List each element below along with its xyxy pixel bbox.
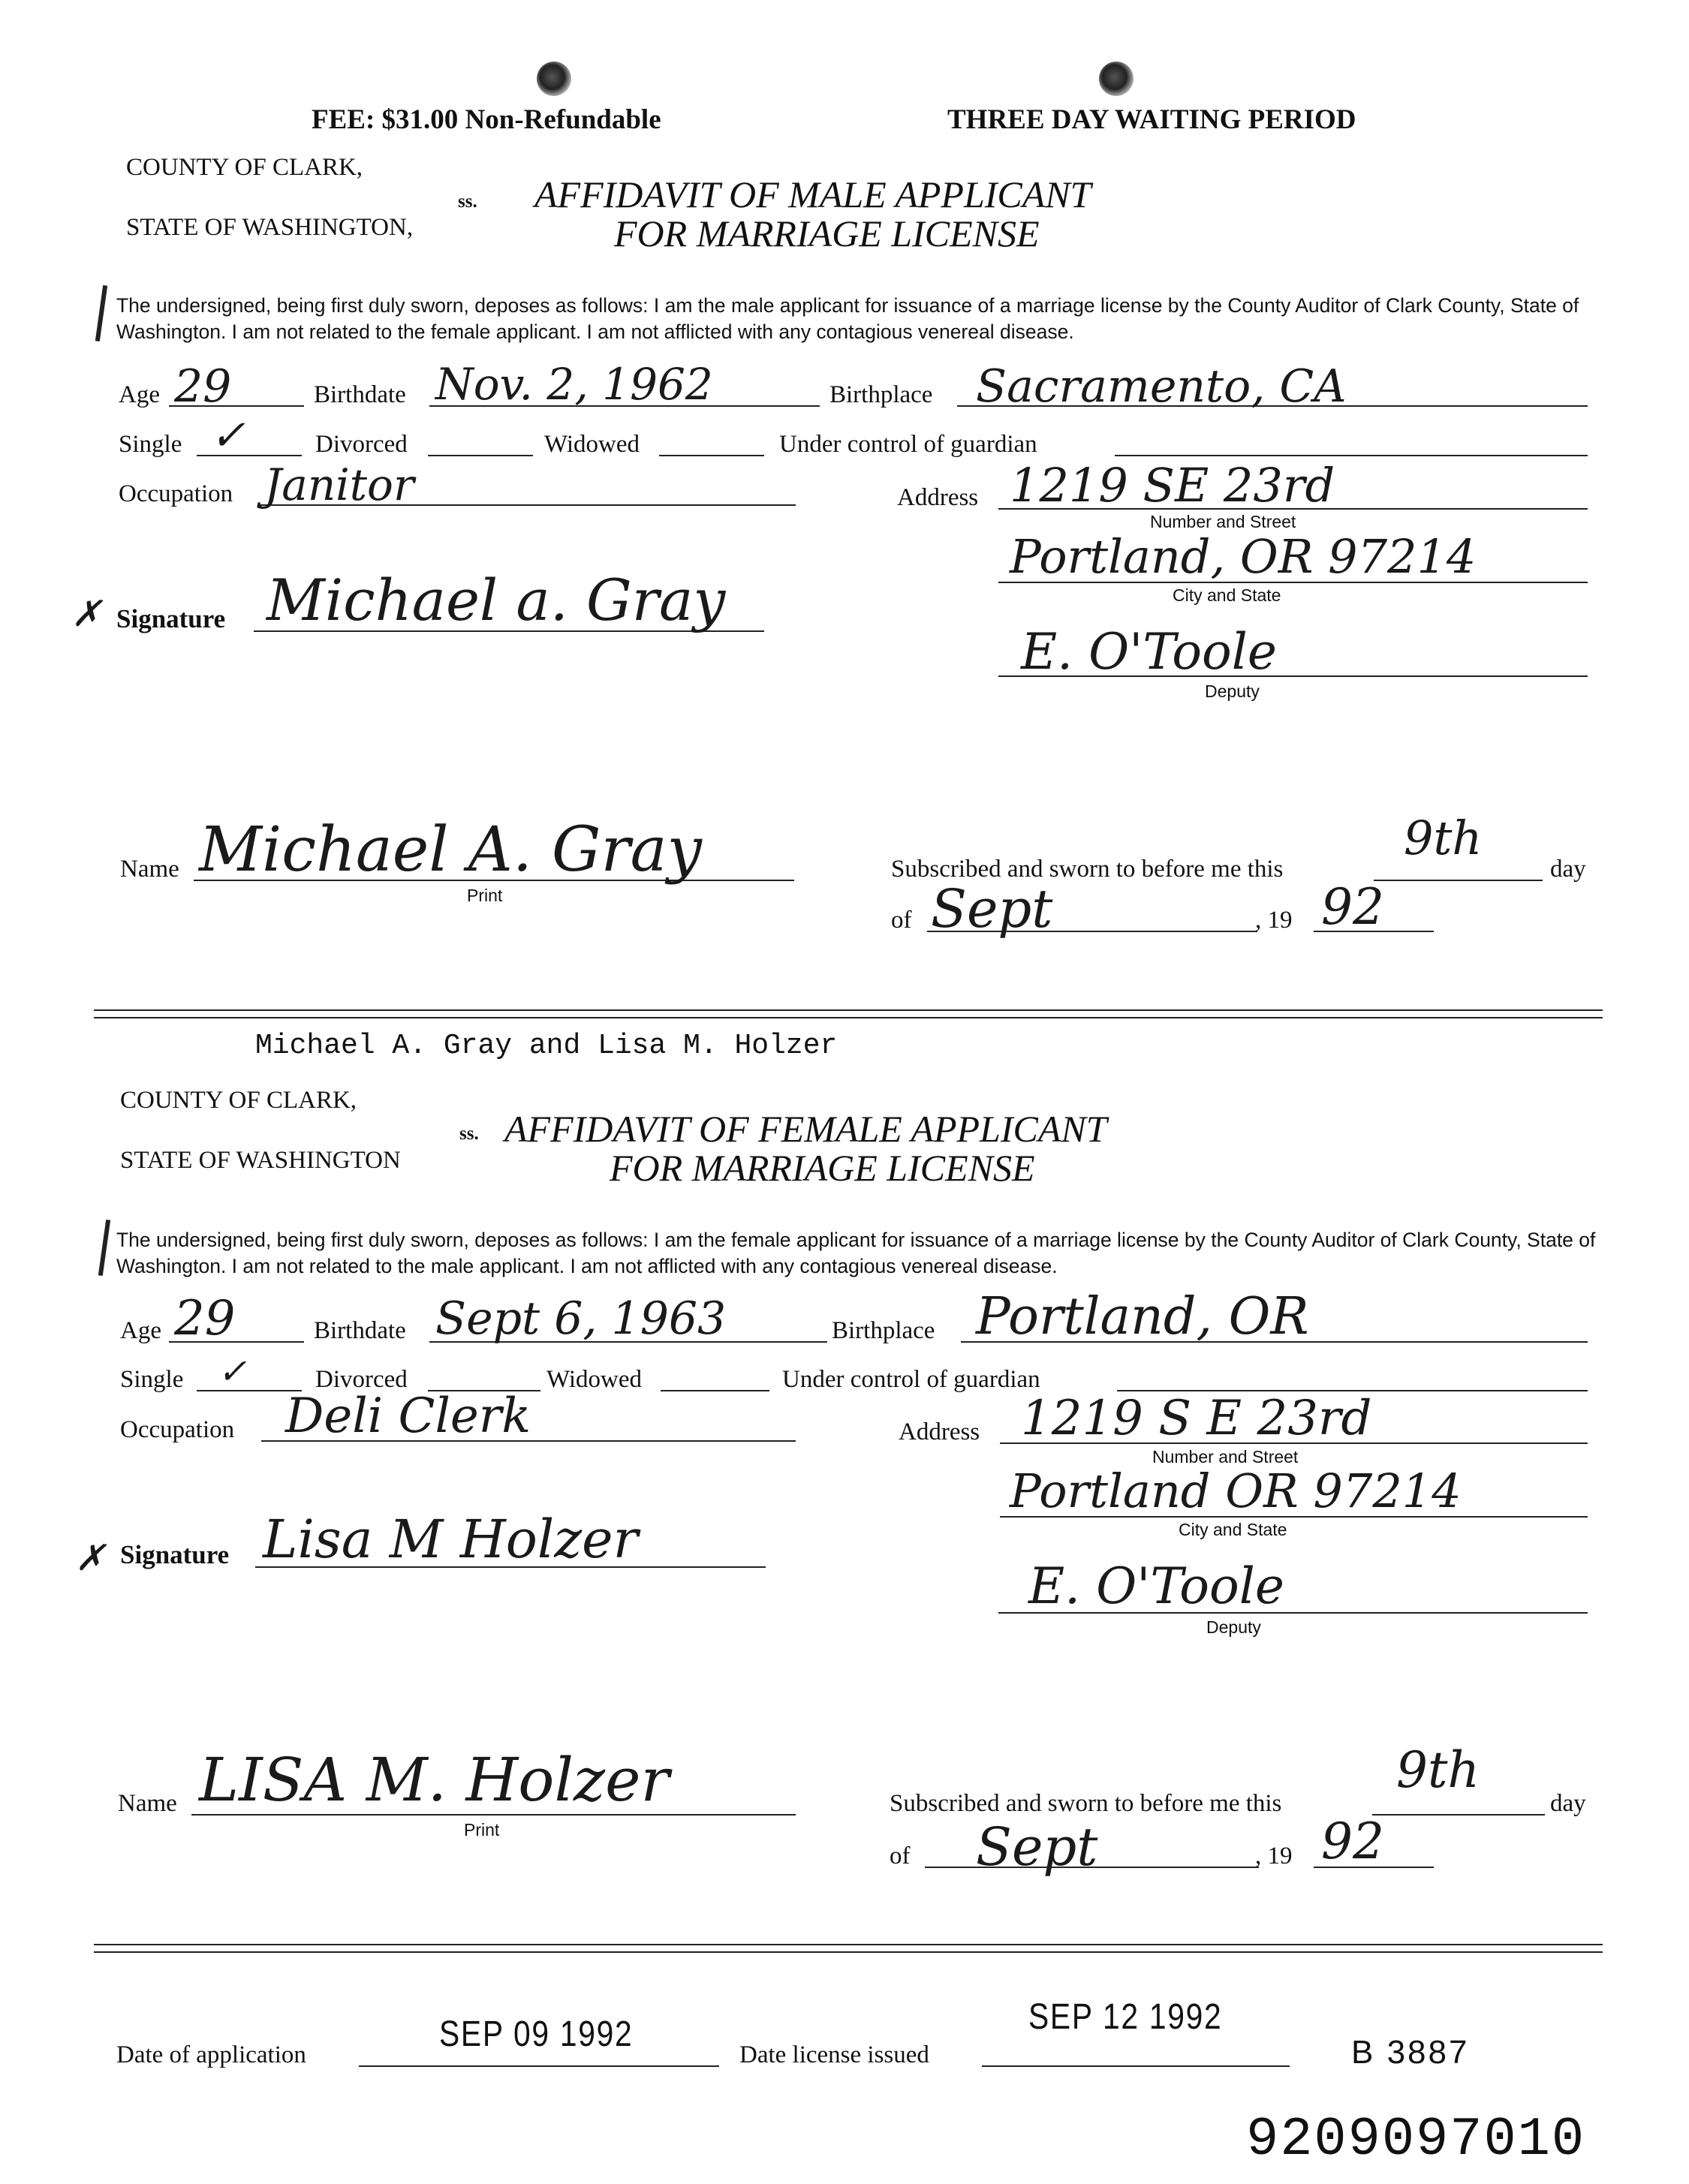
female-day-label: day [1550, 1790, 1586, 1817]
punch-hole-left [537, 62, 571, 96]
male-age-label: Age [119, 381, 160, 408]
male-subscribed-label: Subscribed and sworn to before me this [891, 856, 1284, 883]
female-affidavit-title: AFFIDAVIT OF FEMALE APPLICANT [504, 1108, 1107, 1150]
male-widowed-label: Widowed [544, 431, 640, 458]
female-signature-x-mark: ✗ [75, 1537, 106, 1579]
male-occupation-label: Occupation [119, 480, 233, 507]
male-sworn-day: 9th [1404, 811, 1483, 865]
punch-hole-right [1099, 62, 1134, 96]
male-city-value: Portland, OR 97214 [1010, 529, 1477, 584]
female-deputy-signature: E. O'Toole [1028, 1557, 1284, 1615]
female-guardian-label: Under control of guardian [782, 1366, 1040, 1393]
male-ss: ss. [458, 191, 477, 212]
male-printed-name: Michael A. Gray [199, 814, 702, 886]
section-divider-bottom [94, 1944, 1603, 1945]
female-divorced-label: Divorced [315, 1366, 408, 1393]
female-sworn-month: Sept [976, 1816, 1098, 1878]
female-occupation-label: Occupation [120, 1416, 235, 1443]
male-affidavit-title: AFFIDAVIT OF MALE APPLICANT [534, 173, 1091, 215]
male-county: COUNTY OF CLARK, [126, 154, 363, 181]
male-signature: Michael a. Gray [266, 567, 726, 633]
date-of-application-stamp: SEP 09 1992 [439, 2014, 634, 2054]
margin-mark [95, 285, 107, 341]
female-occupation-value: Deli Clerk [285, 1388, 531, 1444]
female-state: STATE OF WASHINGTON [120, 1147, 401, 1174]
female-age-value: 29 [174, 1291, 236, 1346]
female-city-state-caption: City and State [1179, 1520, 1287, 1539]
male-occupation-value: Janitor [264, 459, 414, 510]
female-address-label: Address [899, 1418, 980, 1445]
male-print-caption: Print [467, 886, 503, 905]
female-statement: The undersigned, being first duly sworn, deposes as follows: I am the female applicant for issuance of a marriage license by the County Auditor of Clark County, State of Washington. I am not related to the male applicant. I am not afflicted with any contagious venereal disease. [116, 1229, 1596, 1277]
male-signature-x-mark: ✗ [71, 593, 102, 635]
male-birthdate-value: Nov. 2, 1962 [435, 359, 713, 410]
male-year-prefix: , 19 [1255, 907, 1293, 934]
female-birthdate-label: Birthdate [314, 1317, 406, 1344]
female-of-label: of [890, 1843, 911, 1870]
male-deputy-signature: E. O'Toole [1021, 623, 1277, 681]
female-subscribed-label: Subscribed and sworn to before me this [890, 1790, 1282, 1817]
male-state: STATE OF WASHINGTON, [126, 214, 414, 241]
female-affidavit-subtitle: FOR MARRIAGE LICENSE [610, 1147, 1035, 1189]
female-signature: Lisa M Holzer [263, 1509, 639, 1570]
female-single-checkmark: ✓ [218, 1351, 247, 1391]
fee-notice: FEE: $31.00 Non-Refundable [312, 104, 661, 135]
date-of-application-label: Date of application [116, 2041, 306, 2068]
male-name-label: Name [120, 856, 179, 883]
male-sworn-year: 92 [1321, 878, 1384, 936]
section-divider-top [94, 1009, 1603, 1011]
book-number: B 3887 [1351, 2034, 1470, 2071]
female-number-street-caption: Number and Street [1152, 1447, 1299, 1467]
male-statement: The undersigned, being first duly sworn, deposes as follows: I am the male applicant for issuance of a marriage license by the County Auditor of Clark County, State of Washington. I am not related to the female applicant. I am not afflicted with any contagious venereal disease. [116, 294, 1579, 343]
female-sworn-year: 92 [1321, 1812, 1384, 1870]
male-number-street-caption: Number and Street [1150, 512, 1296, 531]
male-age-value: 29 [174, 360, 232, 413]
male-single-label: Single [119, 431, 182, 458]
female-print-caption: Print [464, 1820, 500, 1840]
female-printed-name: LISA M. Holzer [199, 1745, 670, 1815]
male-deputy-caption: Deputy [1205, 681, 1260, 701]
female-sworn-day: 9th [1396, 1741, 1480, 1799]
female-birthplace-label: Birthplace [832, 1317, 935, 1344]
female-widowed-label: Widowed [546, 1366, 642, 1393]
male-city-state-caption: City and State [1173, 585, 1281, 605]
male-birthplace-value: Sacramento, CA [976, 360, 1347, 413]
male-street-value: 1219 SE 23rd [1010, 458, 1335, 513]
margin-mark [98, 1220, 110, 1276]
female-city-value: Portland OR 97214 [1010, 1464, 1462, 1518]
male-address-label: Address [897, 484, 979, 511]
female-name-label: Name [118, 1790, 177, 1817]
waiting-period-notice: THREE DAY WAITING PERIOD [947, 104, 1356, 135]
female-county: COUNTY OF CLARK, [120, 1087, 357, 1114]
female-street-value: 1219 S E 23rd [1021, 1391, 1372, 1446]
female-year-prefix: , 19 [1255, 1843, 1293, 1870]
female-age-label: Age [120, 1317, 161, 1344]
male-signature-label: Signature [116, 604, 226, 633]
male-birthplace-label: Birthplace [829, 381, 933, 408]
female-birthdate-value: Sept 6, 1963 [435, 1292, 727, 1345]
female-ss: ss. [459, 1124, 479, 1144]
male-single-checkmark: ✓ [210, 411, 245, 460]
female-birthplace-value: Portland, OR [976, 1287, 1309, 1346]
date-license-issued-stamp: SEP 12 1992 [1028, 1997, 1223, 2037]
couple-names: Michael A. Gray and Lisa M. Holzer [255, 1030, 838, 1062]
male-affidavit-subtitle: FOR MARRIAGE LICENSE [614, 212, 1040, 254]
female-single-label: Single [120, 1366, 184, 1393]
male-sworn-month: Sept [931, 878, 1053, 940]
male-guardian-label: Under control of guardian [779, 431, 1037, 458]
female-deputy-caption: Deputy [1206, 1617, 1261, 1637]
male-divorced-label: Divorced [315, 431, 408, 458]
male-birthdate-label: Birthdate [314, 381, 406, 408]
male-of-label: of [891, 907, 912, 934]
document-number: 9209097010 [1246, 2109, 1586, 2170]
female-signature-label: Signature [120, 1540, 230, 1569]
date-license-issued-label: Date license issued [739, 2041, 929, 2068]
male-day-label: day [1550, 856, 1586, 883]
